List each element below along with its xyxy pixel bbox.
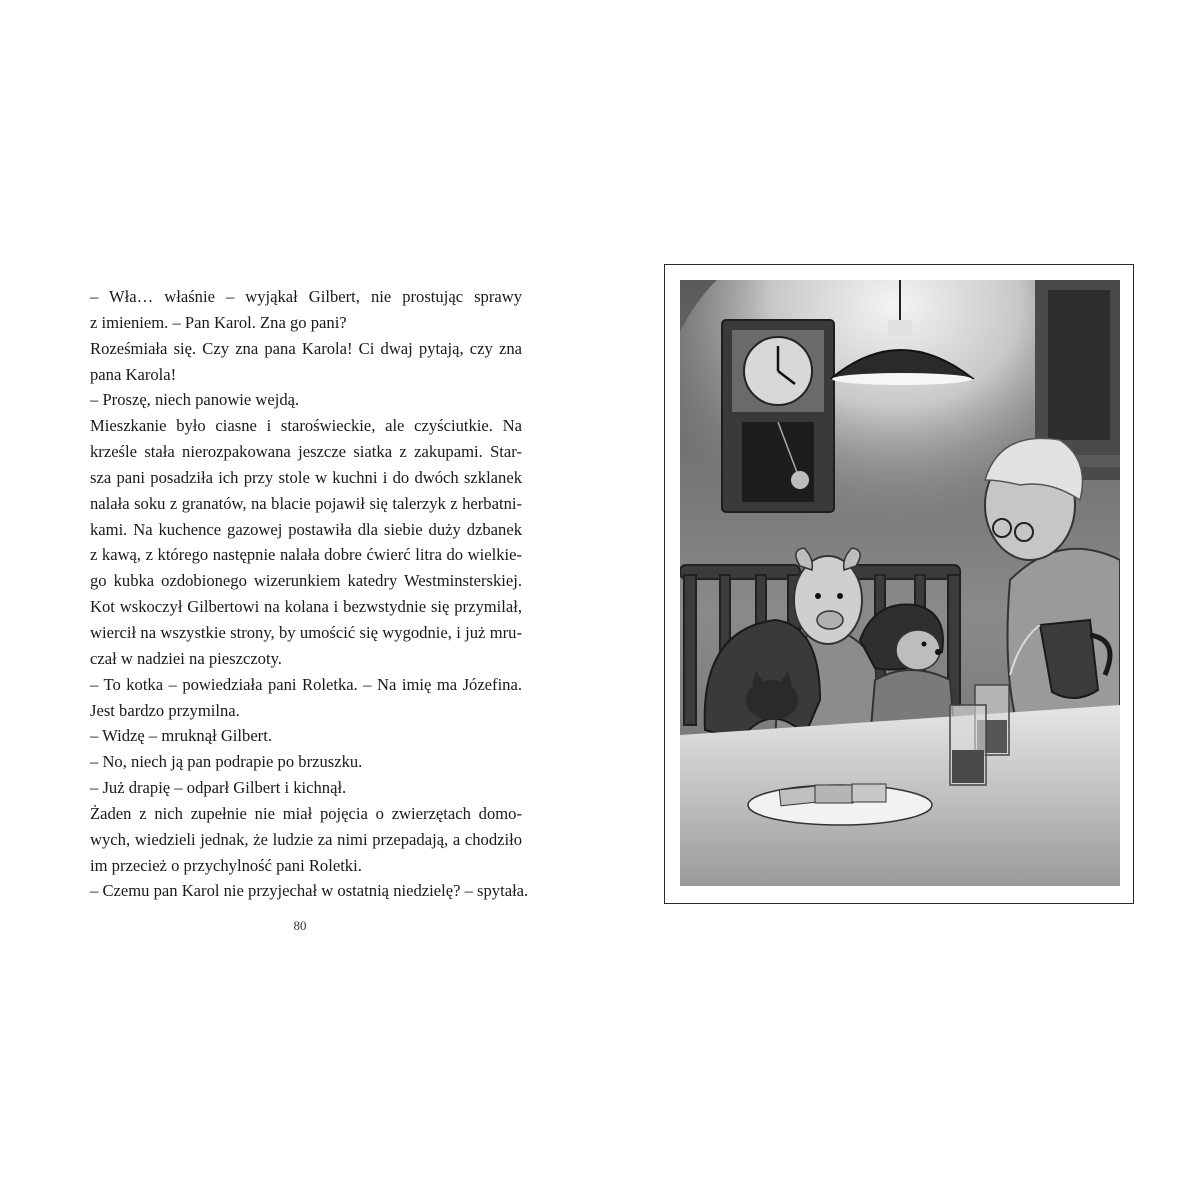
text-line: im przecież o przychylność pani Roletki. — [90, 855, 362, 875]
plate-with-biscuits — [748, 784, 932, 825]
wall-clock — [722, 320, 834, 512]
text-line: z kawą, z którego następnie nalała dobre ćwierć litra do wielkie- — [90, 545, 522, 565]
text-line: – No, niech ją pan podrapie po brzuszku. — [90, 752, 363, 772]
text-line: – Proszę, niech panowie wejdą. — [90, 390, 300, 410]
text-line: – To kotka – powiedziała pani Roletka. – Na imię ma Józefina. — [90, 674, 522, 694]
text-line: Roześmiała się. Czy zna pana Karola! Ci dwaj pytają, czy zna — [90, 338, 522, 358]
text-line: wiercił na wszystkie strony, by umościć się wygodnie, i już mru- — [90, 622, 522, 642]
text-line: go kubka ozdobionego wizerunkiem katedry Westminsterskiej. — [90, 571, 522, 591]
text-line: Mieszkanie było ciasne i staroświeckie, ale czyściutkie. Na — [90, 416, 522, 436]
text-line: – Wła… właśnie – wyjąkał Gilbert, nie prostując sprawy — [90, 287, 522, 306]
text-line: z imieniem. – Pan Karol. Zna go pani? — [90, 312, 347, 332]
text-line: – Czemu pan Karol nie przyjechał w ostatnią niedzielę? – spytała. — [90, 881, 529, 901]
text-line: – Widzę – mruknął Gilbert. — [90, 726, 272, 746]
text-line: czał w nadziei na pieszczoty. — [90, 648, 282, 668]
text-line: krześle stała nierozpakowana jeszcze siatka z zakupami. Star- — [90, 442, 522, 462]
kitchen-scene-drawing — [680, 280, 1120, 886]
illustration — [680, 280, 1120, 886]
clock-pendulum — [791, 471, 809, 489]
window-pane — [1048, 290, 1110, 440]
text-line: pana Karola! — [90, 364, 177, 384]
text-page-left — [90, 284, 529, 904]
text-line: wych, wiedzieli jednak, że ludzie za nimi przepadają, a chodziło — [90, 829, 522, 849]
text-line: sza pani posadziła ich przy stole w kuchni i do dwóch szklanek — [90, 467, 522, 487]
text-line: – Już drapię – odparł Gilbert i kichnął. — [90, 778, 347, 798]
text-line: nalała soku z granatów, na blacie pojawił się talerzyk z herbatni- — [90, 493, 522, 513]
text-line: Żaden z nich zupełnie nie miał pojęcia o zwierzętach domo- — [90, 803, 522, 823]
text-line: Jest bardzo przymilna. — [90, 700, 240, 720]
page-number: 80 — [293, 918, 307, 933]
drinking-glass — [950, 705, 986, 785]
text-line: kami. Na kuchence gazowej postawiła dla siebie duży dzbanek — [90, 519, 522, 539]
text-line: Kot wskoczył Gilbertowi na kolana i bezwstydnie się przymilał, — [90, 597, 522, 617]
